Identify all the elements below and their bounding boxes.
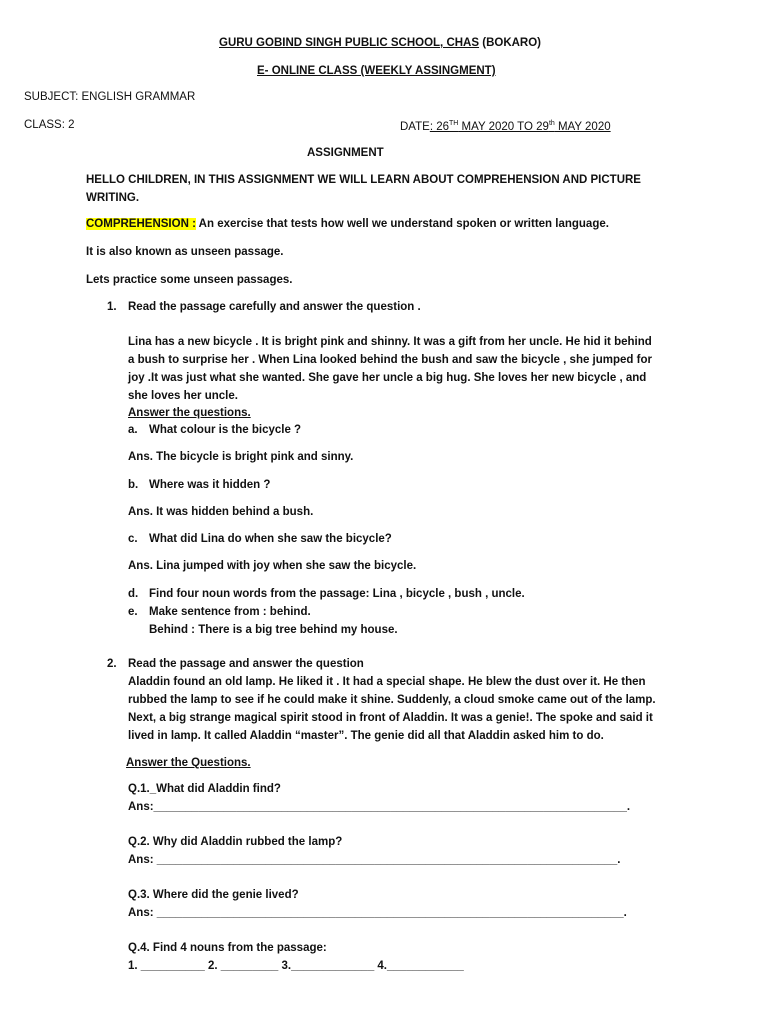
q2-answer-blank-1[interactable]: Ans:__________________________________________________________________________. [128,801,631,813]
q1e-answer: Behind : There is a big tree behind my house. [149,624,398,636]
q1a-label: a. [128,424,138,436]
q1-answer-heading: Answer the questions. [128,407,251,419]
date-start: : 26 [429,120,450,133]
comprehension-term: COMPREHENSION : [86,218,196,230]
q2-passage-line: Aladdin found an old lamp. He liked it . It had a special shape. He blew the dust over it. He then [128,676,646,688]
q1b-label: b. [128,479,139,491]
class-line: CLASS: 2 [24,119,75,131]
q2-question-4: Q.4. Find 4 nouns from the passage: [128,942,327,954]
date-start-sup: TH [449,120,459,127]
date-label: DATE [400,120,430,133]
school-name-main: GURU GOBIND SINGH PUBLIC SCHOOL, CHAS [219,37,480,49]
q2-answer-heading: Answer the Questions. [126,757,251,769]
q2-answer-blank-3[interactable]: Ans: _________________________________________________________________________. [128,907,627,919]
q2-heading: Read the passage and answer the question [128,658,364,670]
q2-question-1: Q.1._What did Aladdin find? [128,783,281,795]
q2-number: 2. [107,658,117,670]
q1-passage-line: Lina has a new bicycle . It is bright pink and shinny. It was a gift from her uncle. He hid it behind [128,336,652,348]
comprehension-text: An exercise that tests how well we understand spoken or written language. [195,218,609,230]
also-known-line: It is also known as unseen passage. [86,246,284,258]
q1c-label: c. [128,533,138,545]
date-end: MAY 2020 [554,120,611,133]
q1-passage-line: joy .It was just what she wanted. She gave her uncle a big hug. She loves her new bicycle , and [128,372,647,384]
q2-passage-line: rubbed the lamp to see if he could make it shine. Suddenly, a cloud smoke came out of the lamp. [128,694,656,706]
q1d-label: d. [128,588,139,600]
q2-question-2: Q.2. Why did Aladdin rubbed the lamp? [128,836,343,848]
date-mid: MAY 2020 TO 29 [458,120,549,133]
q1d-question: Find four noun words from the passage: Lina , bicycle , bush , uncle. [149,588,525,600]
q1-passage-line: a bush to surprise her . When Lina looked behind the bush and saw the bicycle , she jumped for [128,354,652,366]
q2-question-3: Q.3. Where did the genie lived? [128,889,299,901]
q1a-answer: Ans. The bicycle is bright pink and sinny. [128,451,354,463]
school-location: (BOKARO) [479,37,542,49]
q2-passage-line: Next, a big strange magical spirit stood in front of Aladdin. It was a genie!. The spoke and said it [128,712,653,724]
q1b-question: Where was it hidden ? [149,479,271,491]
school-name [219,38,541,50]
class-title: E- ONLINE CLASS (WEEKLY ASSINGMENT) [257,65,496,77]
q1e-label: e. [128,606,138,618]
q1-passage-line: she loves her uncle. [128,390,238,402]
intro-line-2: WRITING. [86,192,140,204]
q2-answer-blank-2[interactable]: Ans: ________________________________________________________________________. [128,854,621,866]
subject-line: SUBJECT: ENGLISH GRAMMAR [24,91,196,103]
q1e-question: Make sentence from : behind. [149,606,311,618]
q2-noun-blanks[interactable]: 1. __________ 2. _________ 3._____________ 4.____________ [128,960,464,972]
intro-line-1: HELLO CHILDREN, IN THIS ASSIGNMENT WE WILL LEARN ABOUT COMPREHENSION AND PICTURE [86,174,641,186]
q1-number: 1. [107,301,117,313]
date-end-sup: th [548,120,555,127]
q1a-question: What colour is the bicycle ? [149,424,302,436]
q1-heading: Read the passage carefully and answer the question . [128,301,421,313]
q1c-answer: Ans. Lina jumped with joy when she saw the bicycle. [128,560,417,572]
practice-line: Lets practice some unseen passages. [86,274,293,286]
q1c-question: What did Lina do when she saw the bicycle? [149,533,392,545]
q1b-answer: Ans. It was hidden behind a bush. [128,506,314,518]
date-line [400,120,611,133]
assignment-title: ASSIGNMENT [307,147,384,159]
q2-passage-line: lived in lamp. It called Aladdin “master”. The genie did all that Aladdin asked him to do. [128,730,604,742]
date-range [430,121,611,133]
comprehension-definition [86,219,609,231]
